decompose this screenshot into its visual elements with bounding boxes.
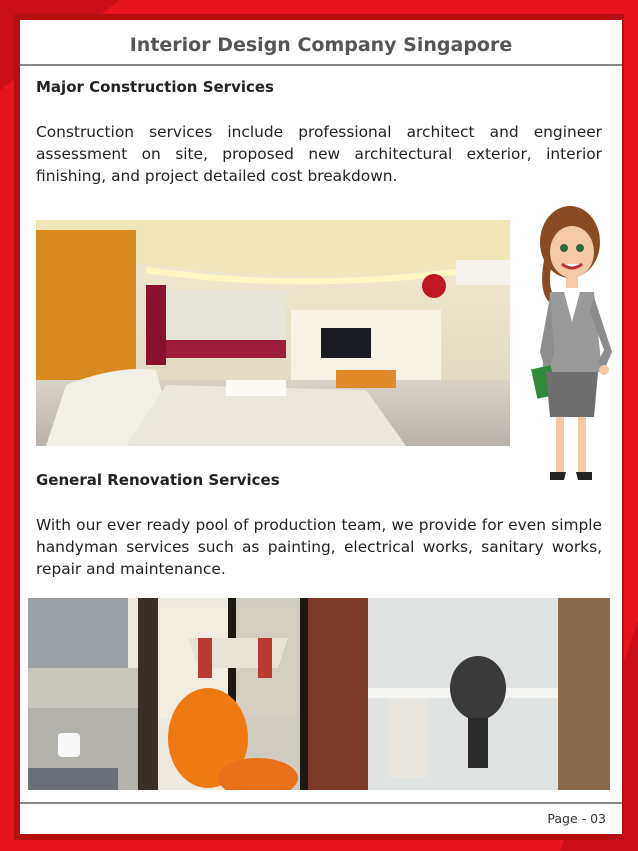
section-heading-construction: Major Construction Services <box>36 78 274 96</box>
page-title: Interior Design Company Singapore <box>129 34 513 56</box>
header-bar <box>20 20 622 66</box>
section-heading-renovation: General Renovation Services <box>36 471 280 489</box>
section-body-renovation: With our ever ready pool of production team, we provide for even simple handyman services such as painting, electrical works, sanitary works, repair and maintenance. <box>36 516 602 578</box>
document-page <box>20 20 622 834</box>
renovation-photo <box>28 598 610 790</box>
businesswoman-illustration <box>520 202 622 492</box>
living-room-photo <box>36 220 510 446</box>
page-number: Page - 03 <box>547 811 606 826</box>
footer-bar <box>20 802 622 834</box>
section-body-construction: Construction services include professional architect and engineer assessment on site, proposed new architectural exterior, interior finishing, and project detailed cost breakdown. <box>36 123 602 185</box>
